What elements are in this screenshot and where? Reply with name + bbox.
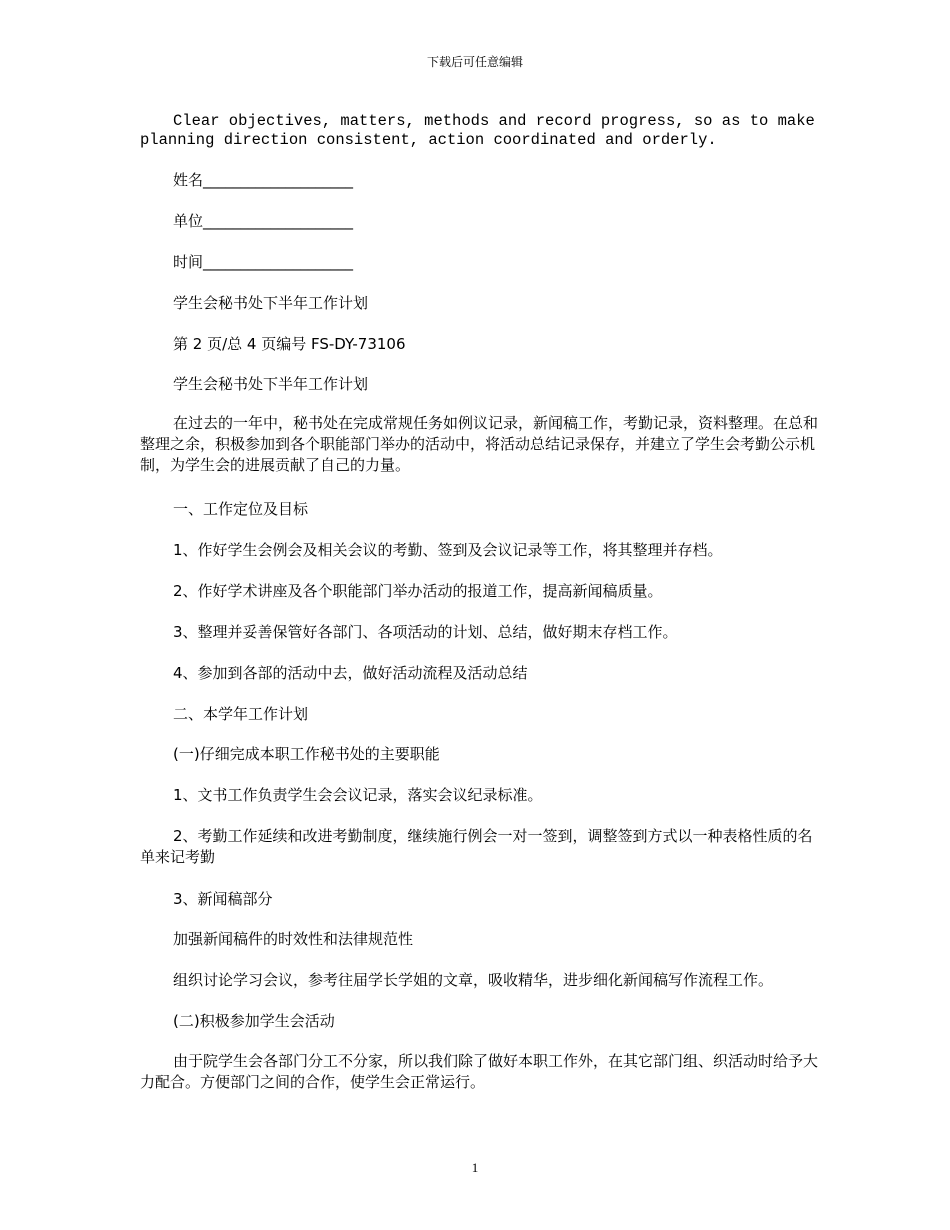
list-item: 2、考勤工作延续和改进考勤制度，继续施行例会一对一签到，调整签到方式以一种表格性质的名单来记考勤 <box>140 827 813 866</box>
overview-paragraph: 在过去的一年中，秘书处在完成常规任务如例议记录，新闻稿工作，考勤记录，资料整理。在总和整理之余，积极参加到各个职能部门举办的活动中，将活动总结记录保存，并建立了学生会考勤公示机制，为学生会的进展贡献了自己的力量。 <box>140 414 819 474</box>
news-paragraph-a: 加强新闻稿件的时效性和法律规范性 <box>173 930 414 948</box>
list-item: 3、整理并妥善保管好各部门、各项活动的计划、总结，做好期末存档工作。 <box>173 623 678 641</box>
list-item: 1、文书工作负责学生会会议记录，落实会议纪录标准。 <box>173 786 543 804</box>
document-title: 学生会秘书处下半年工作计划 <box>173 294 369 312</box>
list-item: 3、新闻稿部分 <box>173 890 273 908</box>
list-item: 1、作好学生会例会及相关会议的考勤、签到及会议记录等工作，将其整理并存档。 <box>173 541 723 559</box>
unit-field-line: 单位____________________ <box>173 212 354 230</box>
news-paragraph-b: 组织讨论学习会议，参考往届学长学姐的文章，吸收精华，进步细化新闻稿写作流程工作。 <box>173 971 774 989</box>
section-heading-2: 二、本学年工作计划 <box>173 705 309 723</box>
list-item: 2、作好学术讲座及各个职能部门举办活动的报道工作，提高新闻稿质量。 <box>173 582 663 600</box>
section-heading-1: 一、工作定位及目标 <box>173 500 309 518</box>
document-title-repeat: 学生会秘书处下半年工作计划 <box>173 375 369 393</box>
time-field-line: 时间____________________ <box>173 253 354 271</box>
subsection-heading-1: (一)仔细完成本职工作秘书处的主要职能 <box>173 745 440 763</box>
subsection-heading-2: (二)积极参加学生会活动 <box>173 1012 335 1030</box>
list-item: 4、参加到各部的活动中去，做好活动流程及活动总结 <box>173 664 528 682</box>
name-field-line: 姓名____________________ <box>173 171 354 189</box>
page-header: 下载后可任意编辑 <box>426 55 523 69</box>
cooperation-paragraph: 由于院学生会各部门分工不分家，所以我们除了做好本职工作外，在其它部门组、织活动时给予大力配合。方便部门之间的合作，使学生会正常运行。 <box>140 1052 819 1091</box>
intro-paragraph: Clear objectives, matters, methods and record progress, so as to make planning direction consistent, action coordinated and orderly. <box>140 112 815 149</box>
page-info: 第 2 页/总 4 页编号 FS-DY-73106 <box>173 335 406 353</box>
page-number: 1 <box>471 1160 479 1175</box>
